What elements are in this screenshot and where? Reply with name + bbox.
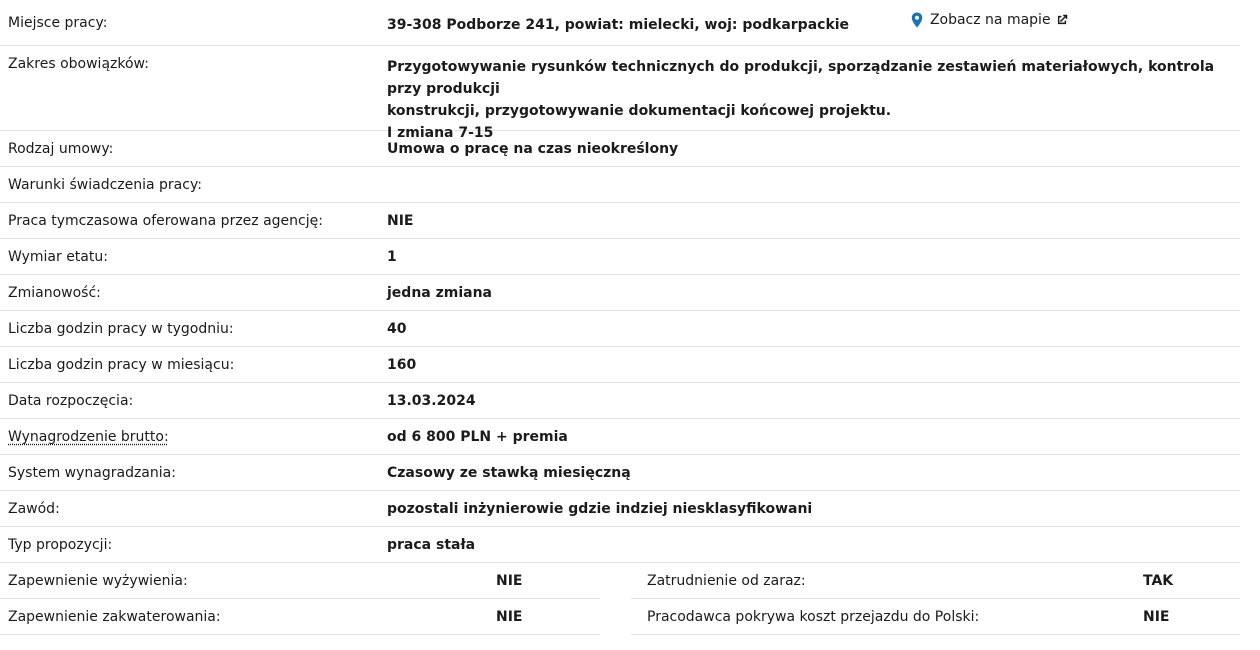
row-duties (0, 46, 1240, 141)
map-link-label[interactable]: Zobacz na mapie (929, 12, 1051, 28)
row-label: Warunki świadczenia pracy: (8, 176, 202, 193)
row-value: pozostali inżynierowie gdzie indziej niesklasyfikowani (387, 500, 813, 517)
row-label: Rodzaj umowy: (8, 140, 114, 157)
external-link-icon (1055, 13, 1069, 27)
row-label: Liczba godzin pracy w miesiącu: (8, 356, 235, 373)
workplace-address: 39-308 Podborze 241, powiat: mielecki, woj: podkarpackie (387, 17, 850, 33)
row-temporary-agency (0, 203, 1240, 239)
row-label: System wynagradzania: (8, 464, 176, 481)
duties-line: I zmiana 7-15 (387, 125, 494, 141)
row-meals (0, 563, 600, 599)
row-value: 40 (387, 320, 407, 337)
row-value: 160 (387, 356, 417, 373)
row-value (379, 9, 1240, 36)
row-workplace (0, 0, 1240, 46)
map-link[interactable] (908, 9, 1069, 31)
row-value: praca stała (387, 536, 476, 553)
split-right-column (631, 563, 1240, 635)
row-label: Zawód: (8, 500, 60, 517)
row-value: 1 (387, 248, 397, 265)
row-label: Zapewnienie wyżywienia: (8, 572, 188, 589)
row-hours-weekly (0, 311, 1240, 347)
row-value: NIE (496, 608, 523, 625)
row-immediate-hire (631, 563, 1240, 599)
row-label: Pracodawca pokrywa koszt przejazdu do Polski: (647, 608, 980, 625)
row-value: jedna zmiana (387, 284, 492, 301)
row-label: Praca tymczasowa oferowana przez agencję: (8, 212, 323, 229)
row-hours-monthly (0, 347, 1240, 383)
row-shifts (0, 275, 1240, 311)
row-label: Miejsce pracy: (8, 14, 108, 31)
split-section (0, 563, 1240, 635)
row-label: Zapewnienie zakwaterowania: (8, 608, 221, 625)
row-value: TAK (1143, 572, 1174, 589)
map-pin-icon (908, 11, 926, 29)
gross-salary-tooltip-label[interactable]: Wynagrodzenie brutto: (8, 428, 169, 445)
row-value: Czasowy ze stawką miesięczną (387, 464, 631, 481)
row-profession (0, 491, 1240, 527)
row-value: od 6 800 PLN + premia (387, 428, 568, 445)
row-label: Wymiar etatu: (8, 248, 108, 265)
row-value (379, 46, 1240, 144)
duties-line: konstrukcji, przygotowywanie dokumentacji końcowej projektu. (387, 103, 892, 119)
row-value: 13.03.2024 (387, 392, 476, 409)
row-label: Typ propozycji: (8, 536, 113, 553)
row-work-conditions (0, 167, 1240, 203)
row-gross-salary (0, 419, 1240, 455)
row-label: Zakres obowiązków: (8, 56, 149, 72)
row-accommodation (0, 599, 600, 635)
row-label[interactable] (0, 429, 379, 445)
row-label: Zmianowość: (8, 284, 101, 301)
duties-line: Przygotowywanie rysunków technicznych do produkcji, sporządzanie zestawień materiałowych, kontrola przy produkcji (387, 59, 1215, 97)
row-value: NIE (1143, 608, 1170, 625)
row-label: Liczba godzin pracy w tygodniu: (8, 320, 234, 337)
row-label: Data rozpoczęcia: (8, 392, 134, 409)
row-start-date (0, 383, 1240, 419)
row-value: NIE (496, 572, 523, 589)
row-label: Zatrudnienie od zaraz: (647, 572, 806, 589)
row-pay-system (0, 455, 1240, 491)
row-offer-type (0, 527, 1240, 563)
row-value: Umowa o pracę na czas nieokreślony (387, 140, 679, 157)
row-travel-cost (631, 599, 1240, 635)
split-left-column (0, 563, 600, 635)
row-value: NIE (387, 212, 414, 229)
row-job-fraction (0, 239, 1240, 275)
